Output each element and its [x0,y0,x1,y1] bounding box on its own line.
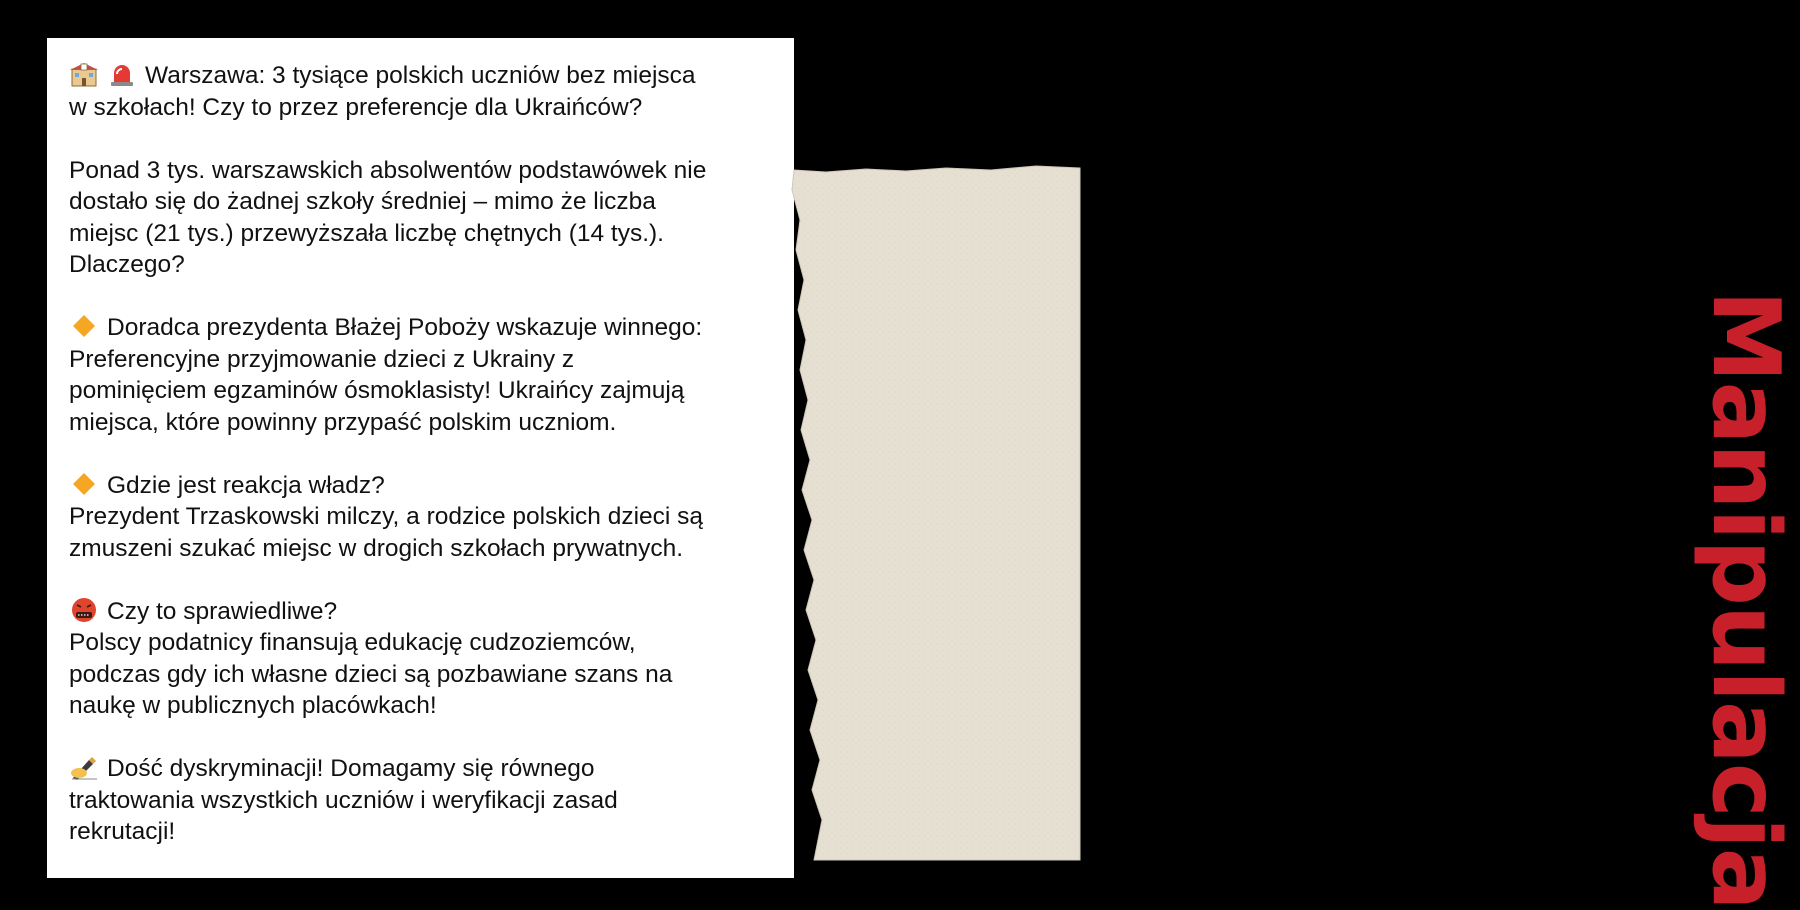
authorities-paragraph: Gdzie jest reakcja władz? Prezydent Trzaskowski milczy, a rodzice polskich dzieci są zmuszeni szukać miejsc w drogich szkołach prywatnych. [69,471,704,562]
torn-paper-shape [786,0,1080,860]
post-title: Warszawa: 3 tysiące polskich uczniów bez miejsca w szkołach! Czy to przez preferencje dla Ukraińców? [69,62,696,121]
siren-icon [107,61,137,87]
message-card [47,38,794,878]
demand-paragraph: Dość dyskryminacji! Domagamy się równego traktowania wszystkich uczniów i weryfikacji zasad rekrutacji! [69,755,618,845]
torn-paper-strip [786,0,1800,910]
orange-diamond-icon [69,313,99,339]
writing-hand-icon [69,754,99,780]
school-icon [69,61,99,87]
manipulation-label: Manipulacja [1692,290,1800,910]
angry-face-symbols-icon [69,597,99,623]
intro-paragraph: Ponad 3 tys. warszawskich absolwentów podstawówek nie dostało się do żadnej szkoły średniej – mimo że liczba miejsc (21 tys.) przewyższała liczbę chętnych (14 tys.). Dlaczego? [69,156,707,278]
orange-diamond-icon [69,471,99,497]
advisor-paragraph: Doradca prezydenta Błażej Poboży wskazuje winnego: Preferencyjne przyjmowanie dzieci z Ukrainy z pominięciem egzaminów ósmoklasisty! Ukraińcy zajmują miejsca, które powinny przypaść polskim uczniom. [69,314,703,436]
fairness-paragraph: Czy to sprawiedliwe? Polscy podatnicy finansują edukację cudzoziemców, podczas gdy ich własne dzieci są pozbawiane szans na naukę w publicznych placówkach! [69,597,673,719]
